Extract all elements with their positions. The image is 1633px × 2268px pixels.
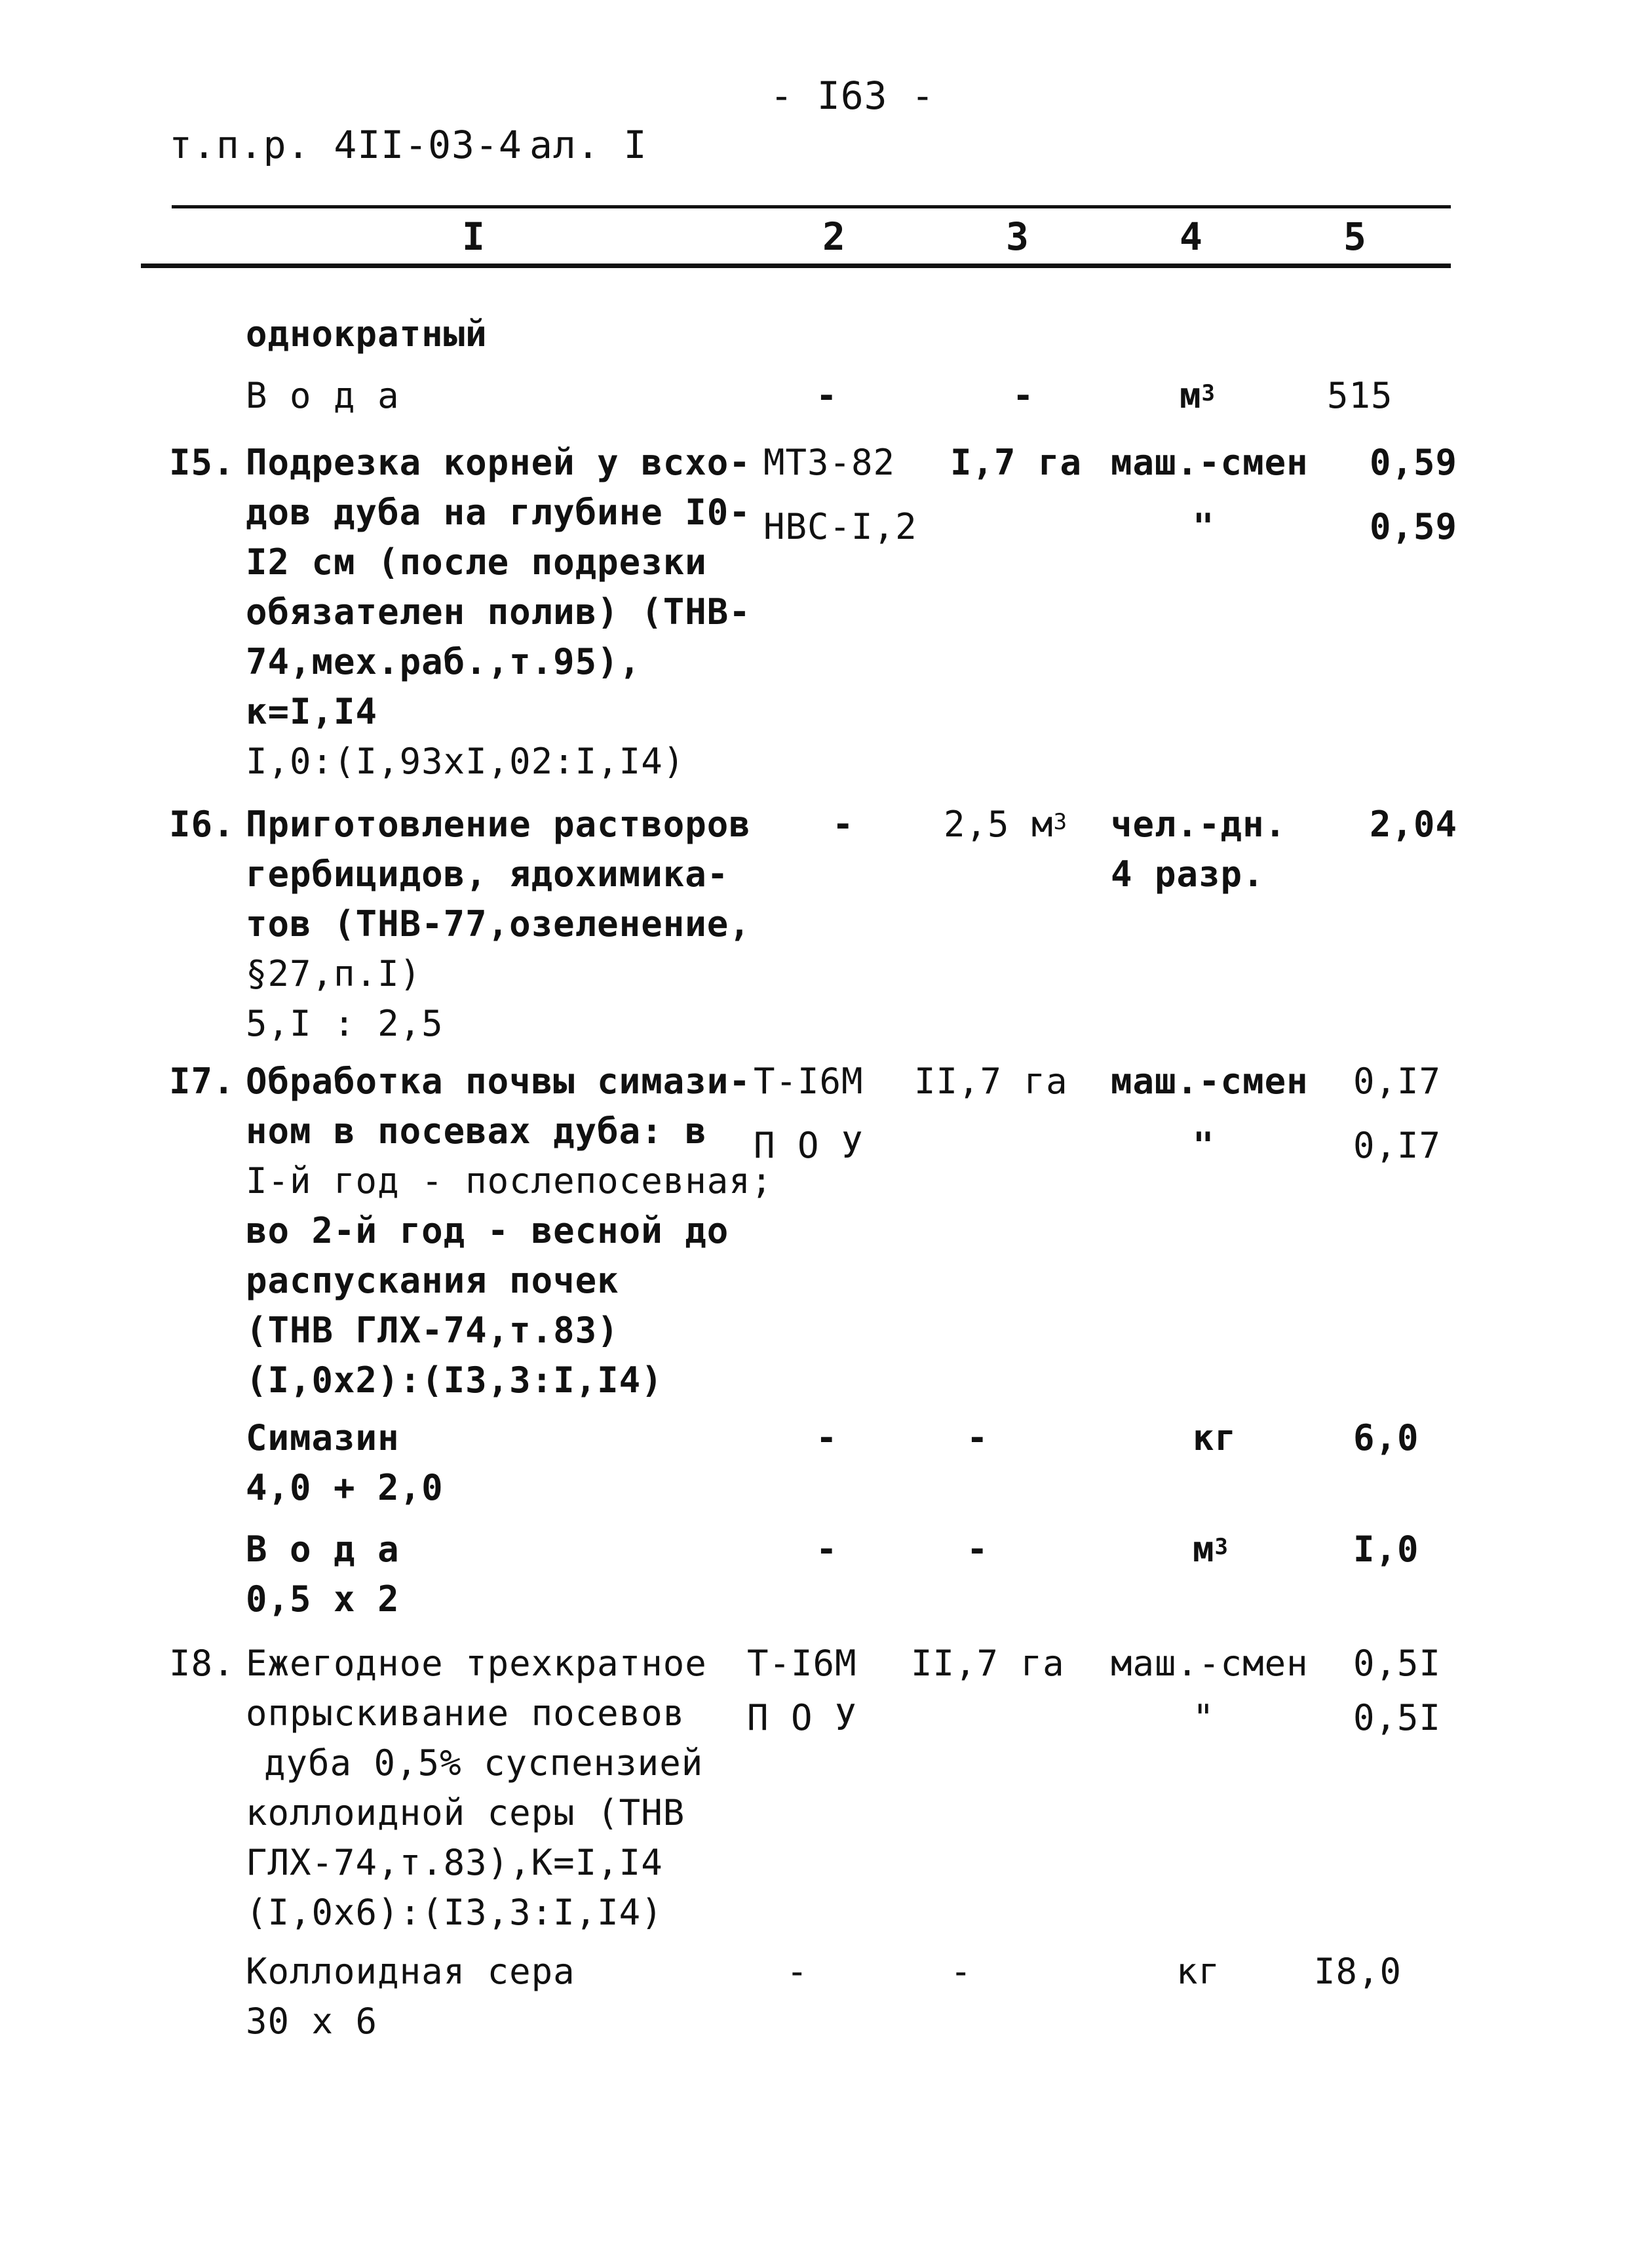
row-16-unit: чел.-дн. <box>1111 804 1287 845</box>
row-17-value-b: 0,I7 <box>1353 1125 1442 1166</box>
header-bottom-rule <box>141 264 1451 268</box>
simazine-unit: кг <box>1193 1417 1237 1458</box>
row-18-rate: II,7 га <box>911 1643 1065 1684</box>
water-2-quantity: I,0 <box>1353 1529 1419 1570</box>
album-label: ал. I <box>529 123 647 167</box>
row-18-value-b: 0,5I <box>1353 1697 1442 1738</box>
row-16-value: 2,04 <box>1370 804 1458 845</box>
row-18-unit-b: " <box>1193 1697 1215 1738</box>
row-number-15: I5. <box>169 442 235 483</box>
water-col2: - <box>816 375 838 416</box>
row-number-18: I8. <box>169 1643 235 1684</box>
row-number-16: I6. <box>169 804 235 845</box>
row-16-description: Приготовление растворов гербицидов, ядохимика- тов (ТНВ-77,озеленение, §27,п.I) 5,I : 2,5 <box>246 804 751 1044</box>
row-17-machine-a: Т-I6М <box>754 1061 864 1102</box>
row-17-value-a: 0,I7 <box>1353 1061 1442 1102</box>
row-15-value-b: 0,59 <box>1370 506 1458 547</box>
page-number: - I63 - <box>770 73 935 118</box>
row-17-rate: II,7 га <box>914 1061 1068 1102</box>
top-rule <box>172 205 1451 208</box>
row-18-machine-b: П О У <box>747 1697 857 1738</box>
row-16-grade: 4 разр. <box>1111 853 1265 895</box>
document-reference: т.п.р. 4II-03-4 <box>169 123 522 167</box>
row-15-machine-a: МТЗ-82 <box>763 442 896 483</box>
water-item-label: В о д а <box>246 375 400 416</box>
colloidal-sulfur-quantity: I8,0 <box>1314 1951 1402 1992</box>
water-quantity: 515 <box>1327 375 1393 416</box>
water-unit: $м^3$ <box>1180 375 1216 416</box>
row-18-machine-a: Т-I6М <box>747 1643 857 1684</box>
colloidal-sulfur-unit: кг <box>1176 1951 1221 1992</box>
colloidal-sulfur-item: Коллоидная сера 30 х 6 <box>246 1951 575 2042</box>
row-17-description: Обработка почвы симази- ном в посевах дуба: в I-й год - послепосевная; во 2-й год - весной до распускания почек (ТНВ ГЛХ-74,т.83) (I,0х2):(I3,3:I,I4) <box>246 1061 773 1401</box>
row-continuation-text: однократный <box>246 313 488 355</box>
simazine-col2: - <box>816 1417 838 1458</box>
row-15-rate: I,7 га <box>950 442 1083 483</box>
water-2-item: В о д а 0,5 х 2 <box>246 1529 400 1620</box>
column-header-3: 3 <box>1006 214 1029 259</box>
colloidal-sulfur-col3: - <box>950 1951 972 1992</box>
water-2-col2: - <box>816 1529 838 1570</box>
simazine-item: Симазин 4,0 + 2,0 <box>246 1417 444 1508</box>
row-15-description: Подрезка корней у всхо- дов дуба на глубине I0- I2 см (после подрезки обязателен полив) (ТНВ- 74,мех.раб.,т.95), к=I,I4 I,0:(I,93хI,02:I,I4) <box>246 442 751 782</box>
row-17-machine-b: П О У <box>754 1125 864 1166</box>
row-17-unit-a: маш.-смен <box>1111 1061 1309 1102</box>
column-header-2: 2 <box>822 214 846 259</box>
colloidal-sulfur-col2: - <box>786 1951 809 1992</box>
row-16-volume: 2,5 $м^3$ <box>944 804 1068 845</box>
row-15-machine-b: НВС-I,2 <box>763 506 917 547</box>
column-header-1: I <box>462 214 486 259</box>
column-header-5: 5 <box>1343 214 1367 259</box>
row-18-description: Ежегодное трехкратное опрыскивание посевов дуба 0,5% суспензией коллоидной серы (ТНВ ГЛХ-74,т.83),К=I,I4 (I,0х6):(I3,3:I,I4) <box>246 1643 707 1933</box>
row-15-unit-b: " <box>1193 506 1215 547</box>
water-col3: - <box>1012 375 1035 416</box>
row-18-unit-a: маш.-смен <box>1111 1643 1309 1684</box>
row-17-unit-b: " <box>1193 1125 1215 1166</box>
column-header-4: 4 <box>1180 214 1203 259</box>
row-15-value-a: 0,59 <box>1370 442 1458 483</box>
row-number-17: I7. <box>169 1061 235 1102</box>
water-2-unit: $м^3$ <box>1193 1529 1229 1570</box>
simazine-col3: - <box>967 1417 989 1458</box>
row-15-unit-a: маш.-смен <box>1111 442 1309 483</box>
simazine-quantity: 6,0 <box>1353 1417 1419 1458</box>
water-2-col3: - <box>967 1529 989 1570</box>
row-18-value-a: 0,5I <box>1353 1643 1442 1684</box>
row-16-col2: - <box>832 804 855 845</box>
